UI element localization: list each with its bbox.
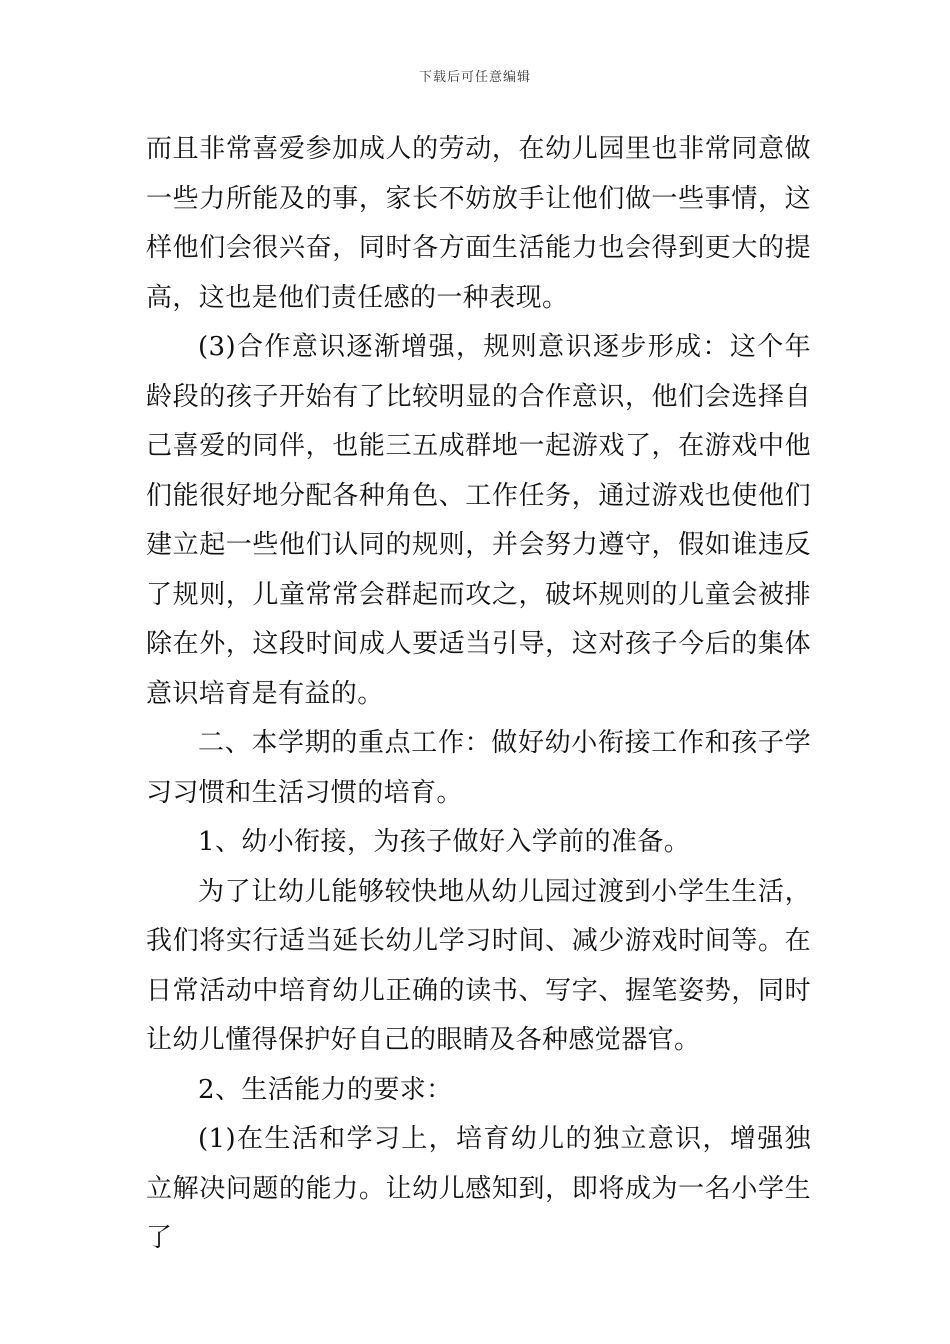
paragraph-semester-focus: 二、本学期的重点工作：做好幼小衔接工作和孩子学习习惯和生活习惯的培育。 [146, 728, 811, 808]
paragraph-transition-plan: 为了让幼儿能够较快地从幼儿园过渡到小学生生活，我们将实行适当延长幼儿学习时间、减少游戏时间等。在日常活动中培育幼儿正确的读书、写字、握笔姿势，同时让幼儿懂得保护好自己的眼睛及各种感觉器官。 [146, 876, 811, 1055]
paragraph-continuation: 而且非常喜爱参加成人的劳动，在幼儿园里也非常同意做一些力所能及的事，家长不妨放手让他们做一些事情，这样他们会很兴奋，同时各方面生活能力也会得到更大的提高，这也是他们责任感的一种表现。 [146, 134, 811, 313]
paragraph-item-2: 2、生活能力的要求： [198, 1074, 453, 1105]
paragraph-cooperation-awareness: (3)合作意识逐渐增强，规则意识逐步形成：这个年龄段的孩子开始有了比较明显的合作意识，他们会选择自己喜爱的同伴，也能三五成群地一起游戏了，在游戏中他们能很好地分配各种角色、工作任务，通过游戏也使他们建立起一些他们认同的规则，并会努力遵守，假如谁违反了规则，儿童常常会群起而攻之，破坏规则的儿童会被排除在外，这段时间成人要适当引导，这对孩子今后的集体意识培育是有益的。 [146, 332, 811, 709]
paragraph-item-1: 1、幼小衔接，为孩子做好入学前的准备。 [198, 827, 691, 857]
page-header: 下载后可任意编辑 [418, 70, 531, 85]
paragraph-independence: (1)在生活和学习上，培育幼儿的独立意识，增强独立解决问题的能力。让幼儿感知到，即将成为一名小学生了 [146, 1124, 811, 1253]
document-body [146, 125, 811, 1264]
